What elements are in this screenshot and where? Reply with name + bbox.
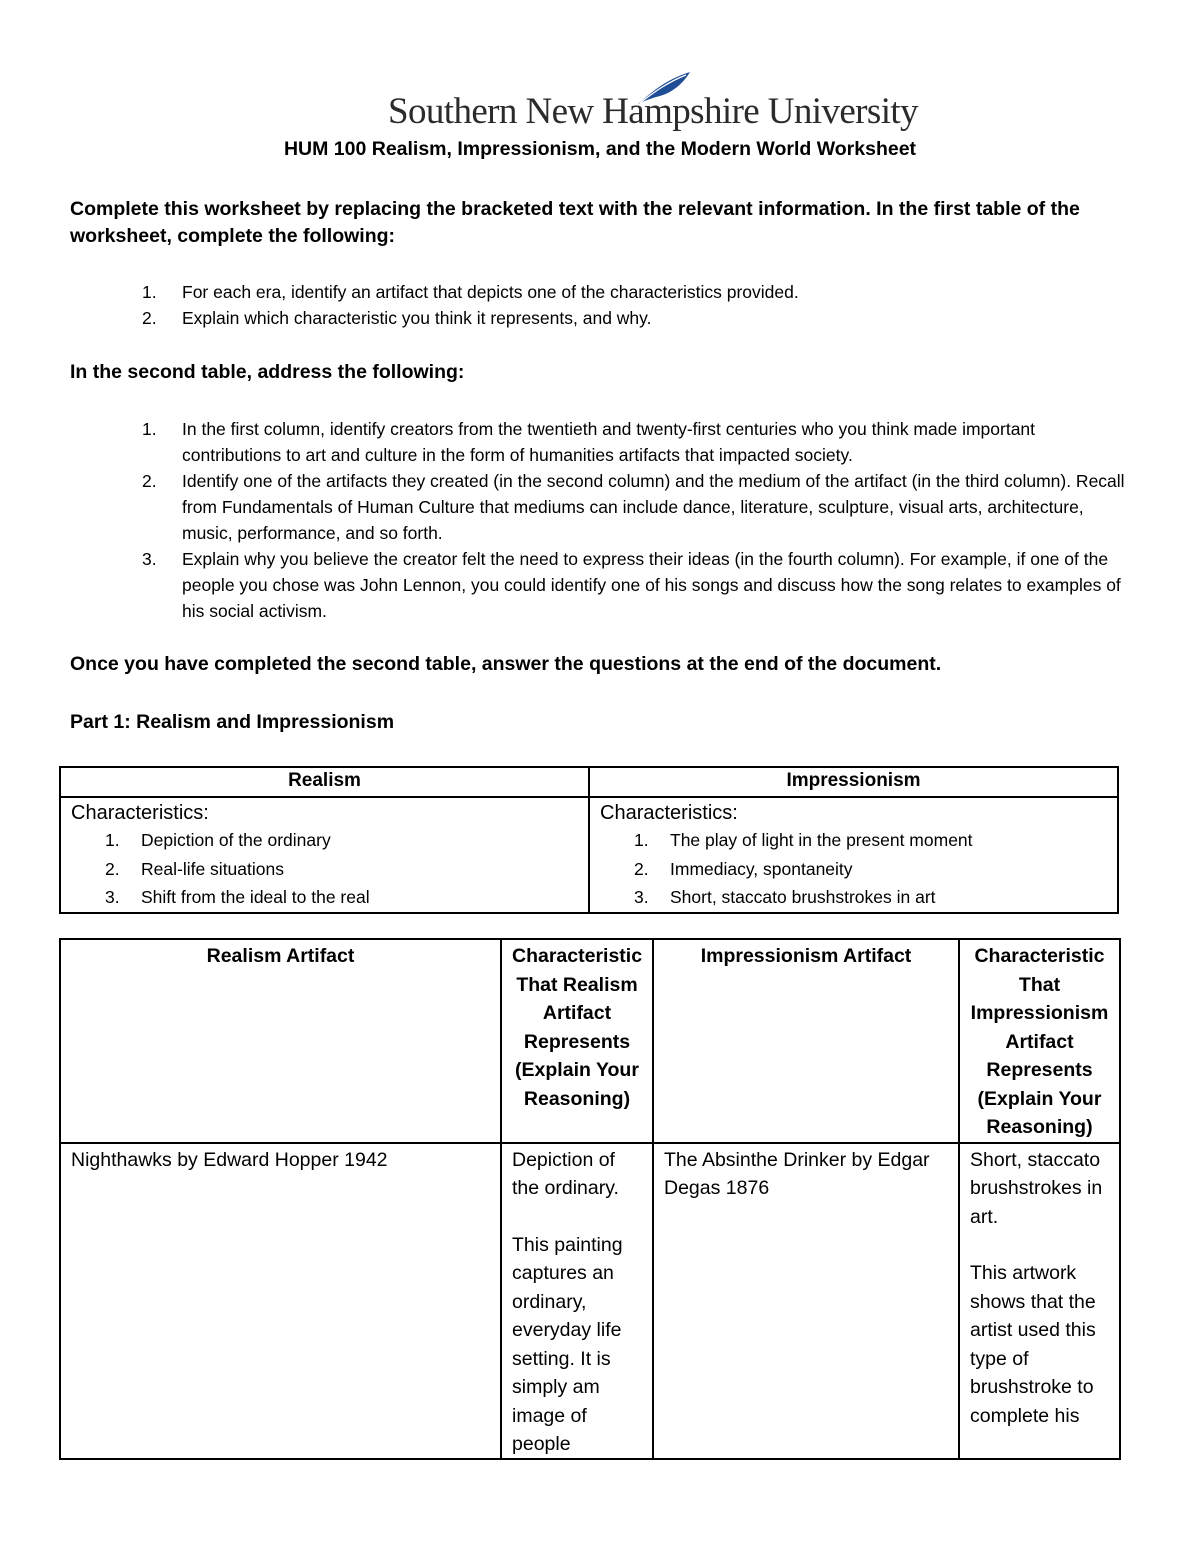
impressionism-characteristics-cell [589, 797, 1118, 913]
list-item: 2. Identify one of the artifacts they created (in the second column) and the medium of the artifact (in the third column). Recall from Fundamentals of Human Culture that mediums can include dance, literature, sculpture, visual arts, architecture, music, performance, and so forth. [142, 471, 1125, 543]
artifact-table [59, 938, 1121, 1460]
list-item: 3. Shift from the ideal to the real [105, 887, 370, 907]
realism-characteristics-cell [60, 797, 589, 913]
impressionism-artifact-header: Impressionism Artifact [653, 939, 959, 1143]
characteristics-label: Characteristics: [600, 802, 738, 824]
realism-characteristics-list [71, 826, 578, 912]
part1-heading: Part 1: Realism and Impressionism [70, 711, 395, 733]
realism-header: Realism [60, 767, 589, 797]
list-item: 1. Depiction of the ordinary [105, 830, 331, 850]
realism-artifact-header: Realism Artifact [60, 939, 501, 1143]
first-table-steps [140, 279, 1130, 331]
university-name: Southern New Hampshire University [388, 91, 918, 132]
second-table-heading: In the second table, address the following: [70, 361, 465, 383]
realism-artifact-text: Nighthawks by Edward Hopper 1942 [71, 1148, 388, 1171]
impressionism-artifact-text: The Absinthe Drinker by Edgar Degas 1876 [664, 1148, 930, 1199]
impressionism-characteristic-title: Short, staccato brushstrokes in art. [970, 1148, 1103, 1228]
document-title: HUM 100 Realism, Impressionism, and the Modern World Worksheet [283, 138, 917, 160]
intro-instructions: Complete this worksheet by replacing the bracketed text with the relevant information. In the first table of the worksheet, complete the following: [70, 198, 1080, 247]
realism-characteristic-reason: This painting captures an ordinary, everyday life setting. It is simply am image of people [512, 1233, 623, 1455]
realism-artifact-cell[interactable] [60, 1143, 501, 1459]
realism-characteristic-header: Characteristic That Realism Artifact Represents (Explain Your Reasoning) [501, 939, 653, 1143]
realism-characteristic-title: Depiction of the ordinary. [512, 1148, 619, 1199]
list-item: 3. Explain why you believe the creator felt the need to express their ideas (in the fourth column). For example, if one of the people you chose was John Lennon, you could identify one of his songs and discuss how the song relates to examples of his social activism. [142, 549, 1121, 621]
impressionism-header: Impressionism [589, 767, 1118, 797]
list-item: 3. Short, staccato brushstrokes in art [634, 887, 936, 907]
list-item: 2. Real-life situations [105, 858, 284, 879]
impressionism-characteristic-reason: This artwork shows that the artist used this type of brushstroke to complete his [970, 1262, 1096, 1427]
list-item: 1. The play of light in the present moment [634, 830, 973, 850]
list-item: 1. For each era, identify an artifact that depicts one of the characteristics provided. [142, 282, 799, 302]
closing-instructions: Once you have completed the second table, answer the questions at the end of the document. [70, 653, 942, 675]
list-item: 2. Immediacy, spontaneity [634, 858, 853, 879]
list-item: 1. In the first column, identify creators from the twentieth and twenty-first centuries who you think made important contributions to art and culture in the form of humanities artifacts that impacted society. [142, 419, 1036, 465]
impressionism-characteristic-header: Characteristic That Impressionism Artifact Represents (Explain Your Reasoning) [959, 939, 1120, 1143]
impressionism-characteristics-list [600, 826, 1107, 912]
second-table-steps [140, 416, 1130, 624]
impressionism-artifact-cell[interactable] [653, 1143, 959, 1459]
characteristics-table [59, 766, 1119, 914]
impressionism-characteristic-cell[interactable] [959, 1143, 1120, 1459]
university-logo [380, 68, 918, 138]
realism-characteristic-cell[interactable] [501, 1143, 653, 1459]
characteristics-label: Characteristics: [71, 802, 209, 824]
list-item: 2. Explain which characteristic you think it represents, and why. [142, 308, 652, 328]
